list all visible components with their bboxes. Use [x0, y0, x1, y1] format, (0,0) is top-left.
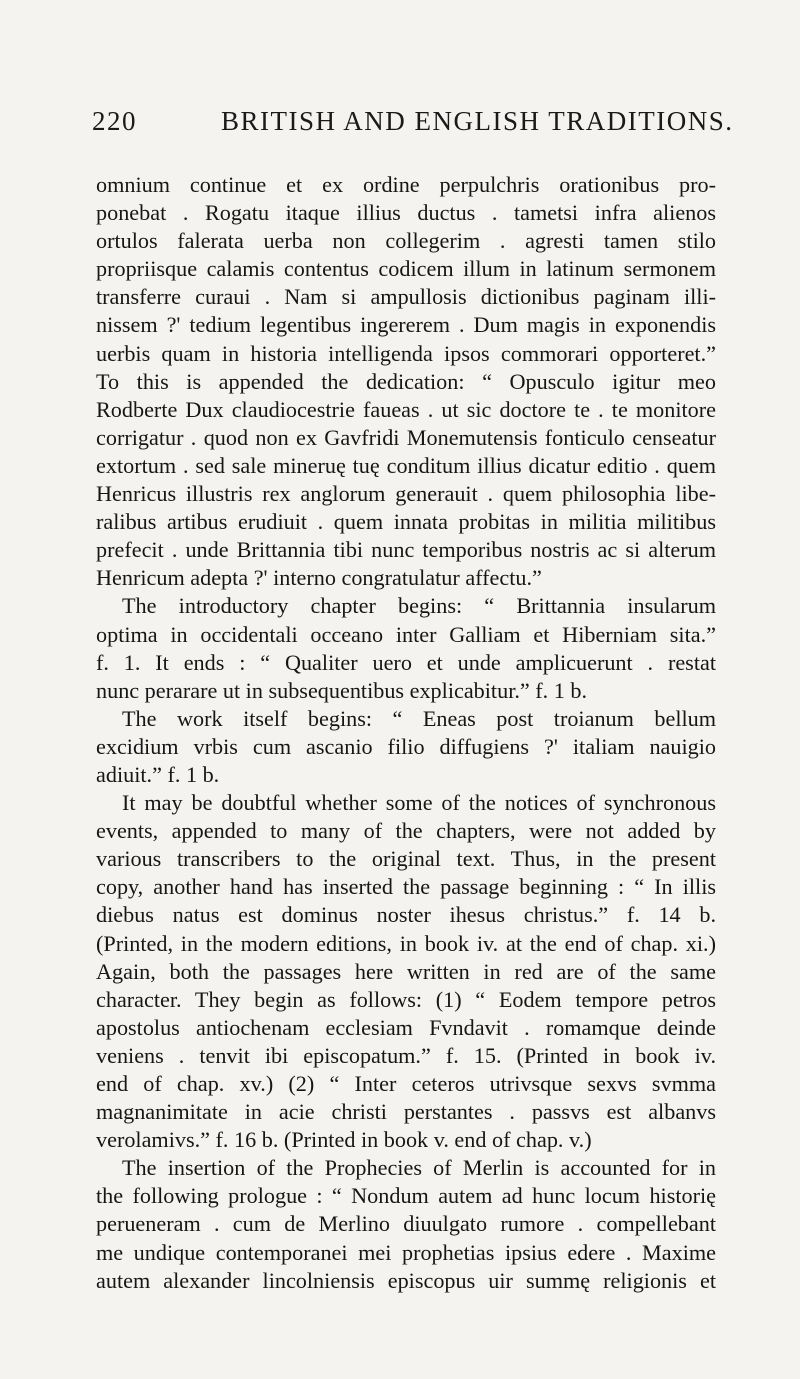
text-line: (Printed, in the modern editions, in book iv. at the end of chap. xi.)	[96, 930, 716, 956]
text-line: end of chap. xv.) (2) “ Inter ceteros utrivsque sexvs svmma	[96, 1071, 716, 1096]
text-line: me undique contemporanei mei prophetias ipsius edere . Maxime	[96, 1239, 716, 1265]
text-line: diebus natus est dominus noster ihesus christus.” f. 14 b.	[96, 902, 716, 928]
text-line: corrigatur . quod non ex Gavfridi Monemutensis fonticulo censeatur	[96, 424, 716, 450]
text-line: magnanimitate in acie christi perstantes . passvs est albanvs	[96, 1099, 716, 1125]
running-title: BRITISH AND ENGLISH TRADITIONS.	[221, 106, 734, 136]
text-line: various transcribers to the original text. Thus, in the present	[96, 846, 716, 872]
text-line: Henricus illustris rex anglorum generauit . quem philosophia libe-	[96, 481, 716, 507]
text-line: excidium vrbis cum ascanio filio diffugiens ?' italiam nauigio	[96, 733, 716, 759]
text-line: ralibus artibus erudiuit . quem innata probitas in militia militibus	[96, 509, 716, 535]
text-line: autem alexander lincolniensis episcopus uir summę religionis et	[96, 1267, 716, 1293]
page-number: 220	[92, 106, 137, 136]
text-line: the following prologue : “ Nondum autem ad hunc locum historię	[96, 1183, 716, 1209]
text-line: The work itself begins: “ Eneas post troianum bellum	[122, 705, 716, 731]
text-line: verolamivs.” f. 16 b. (Printed in book v. end of chap. v.)	[96, 1127, 592, 1153]
text-line: f. 1. It ends : “ Qualiter uero et unde amplicuerunt . restat	[96, 649, 716, 675]
text-line: copy, another hand has inserted the passage beginning : “ In illis	[96, 874, 716, 900]
text-line: veniens . tenvit ibi episcopatum.” f. 15. (Printed in book iv.	[96, 1042, 716, 1068]
text-line: extortum . sed sale mineruę tuę conditum illius dicatur editio . quem	[96, 452, 716, 478]
text-line: adiuit.” f. 1 b.	[96, 761, 220, 787]
text-line: ortulos falerata uerba non collegerim . agresti tamen stilo	[96, 228, 716, 254]
text-line: optima in occidentali occeano inter Galliam et Hiberniam sita.”	[96, 621, 716, 647]
text-line: propriisque calamis contentus codicem illum in latinum sermonem	[96, 256, 716, 282]
text-line: events, appended to many of the chapters, were not added by	[96, 818, 716, 844]
text-line: character. They begin as follows: (1) “ Eodem tempore petros	[96, 986, 716, 1012]
text-line: prefecit . unde Brittannia tibi nunc temporibus nostris ac si alterum	[96, 537, 716, 563]
text-line: uerbis quam in historia intelligenda ipsos commorari opporteret.”	[96, 340, 716, 366]
text-line: Again, both the passages here written in red are of the same	[96, 958, 716, 984]
text-line: perueneram . cum de Merlino diuulgato rumore . compellebant	[96, 1211, 716, 1237]
text-line: apostolus antiochenam ecclesiam Fvndavit . romamque deinde	[96, 1014, 716, 1040]
text-line: The introductory chapter begins: “ Brittannia insularum	[122, 593, 716, 619]
text-line: The insertion of the Prophecies of Merlin is accounted for in	[122, 1155, 716, 1181]
text-line: Rodberte Dux claudiocestrie faueas . ut sic doctore te . te monitore	[96, 396, 716, 422]
text-line: It may be doubtful whether some of the notices of synchronous	[122, 790, 716, 816]
text-line: To this is appended the dedication: “ Opusculo igitur meo	[96, 368, 716, 394]
text-line: transferre curaui . Nam si ampullosis dictionibus paginam illi-	[96, 284, 716, 310]
running-head	[92, 106, 734, 140]
body-text	[96, 171, 716, 1295]
text-line: ponebat . Rogatu itaque illius ductus . tametsi infra alienos	[96, 200, 716, 226]
text-line: omnium continue et ex ordine perpulchris orationibus pro-	[96, 172, 716, 197]
text-line: nunc perarare ut in subsequentibus explicabitur.” f. 1 b.	[96, 677, 588, 703]
text-line: nissem ?' tedium legentibus ingererem . Dum magis in exponendis	[96, 312, 716, 338]
text-line: Henricum adepta ?' interno congratulatur affectu.”	[96, 565, 542, 591]
